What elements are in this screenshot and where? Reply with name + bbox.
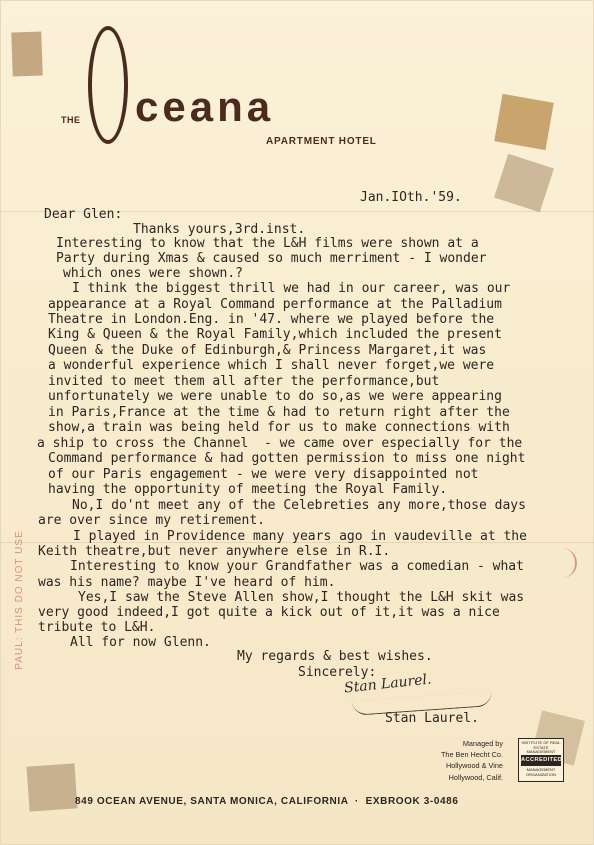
managed-by-company: The Ben Hecht Co. <box>440 750 503 760</box>
letter-date: Jan.IOth.'59. <box>360 190 462 205</box>
tape-mark <box>494 94 554 150</box>
tape-mark <box>11 31 43 76</box>
body-line: of our Paris engagement - we were very disappointed not <box>48 467 479 482</box>
body-line: Command performance & had gotten permission to miss one night <box>48 451 526 466</box>
body-line: Theatre in London.Eng. in '47. where we played before the <box>48 312 495 327</box>
body-line: in Paris,France at the time & had to return right after the <box>48 405 510 420</box>
body-line: which ones were shown.? <box>63 266 244 281</box>
managed-by-address-1: Hollywood & Vine <box>445 761 503 771</box>
body-line: Interesting to know your Grandfather was a comedian - what <box>70 559 524 574</box>
body-line: I think the biggest thrill we had in our career, was our <box>72 281 511 296</box>
letterhead-the: THE <box>61 115 81 125</box>
body-line: Interesting to know that the L&H films were shown at a <box>56 236 479 251</box>
body-line: very good indeed,I got quite a kick out of it,it was a nice <box>38 605 500 620</box>
body-line: No,I do'nt meet any of the Celebreties any more,those days <box>72 498 526 513</box>
body-line: Yes,I saw the Steve Allen show,I thought the L&H skit was <box>78 590 525 605</box>
body-line: a ship to cross the Channel - we came over especially for the <box>37 436 523 451</box>
managed-by-block <box>417 738 503 783</box>
margin-mark <box>553 548 577 578</box>
tape-mark <box>494 154 554 213</box>
badge-top-text: INSTITUTE OF REAL ESTATE MANAGEMENT <box>521 740 561 755</box>
salutation: Dear Glen: <box>44 207 123 222</box>
badge-accredited-label: ACCREDITED <box>521 755 561 766</box>
signature: Stan Laurel. <box>343 671 433 697</box>
body-line: are over since my retirement. <box>38 513 265 528</box>
letterhead-subtitle: APARTMENT HOTEL <box>266 136 377 147</box>
body-line: Keith theatre,but never anywhere else in R.I. <box>38 544 391 559</box>
managed-by-address-2: Hollywood, Calif. <box>448 772 503 782</box>
body-line: a wonderful experience which I shall never forget,we were <box>48 358 495 373</box>
body-line: invited to meet them all after the performance,but <box>48 374 440 389</box>
closing-regards: My regards & best wishes. <box>237 649 433 664</box>
body-line: All for now Glenn. <box>70 635 211 650</box>
body-line: I played in Providence many years ago in vaudeville at the <box>73 529 527 544</box>
typed-signature-name: Stan Laurel. <box>385 711 479 726</box>
body-line: Party during Xmas & caused so much merriment - I wonder <box>56 251 487 266</box>
body-line: tribute to L&H. <box>38 620 156 635</box>
body-line: having the opportunity of meeting the Royal Family. <box>48 482 448 497</box>
body-line: show,a train was being held for us to make connections with <box>48 420 510 435</box>
letterhead-logo: ceana <box>135 83 275 130</box>
body-line: unfortunately we were unable to do so,as we were appearing <box>48 389 502 404</box>
body-line: was his name? maybe I've heard of him. <box>38 575 336 590</box>
footer-address: 849 OCEAN AVENUE, SANTA MONICA, CALIFORNIA · EXBROOK 3-0486 <box>75 796 459 807</box>
closing-sincerely: Sincerely: <box>298 665 377 680</box>
body-line: Thanks yours,3rd.inst. <box>133 222 306 237</box>
managed-by-label: Managed by <box>462 739 503 748</box>
badge-bottom-text: MANAGEMENT ORGANIZATION <box>525 767 557 777</box>
body-line: Queen & the Duke of Edinburgh,& Princess Margaret,it was <box>48 343 487 358</box>
tape-mark <box>26 763 77 811</box>
margin-note: PAUL: THIS DO NOT USE <box>14 530 25 670</box>
body-line: appearance at a Royal Command performance at the Palladium <box>48 297 502 312</box>
accredited-badge <box>518 738 564 782</box>
logo-o-mark <box>88 26 128 144</box>
body-line: King & Queen & the Royal Family,which included the present <box>48 327 502 342</box>
